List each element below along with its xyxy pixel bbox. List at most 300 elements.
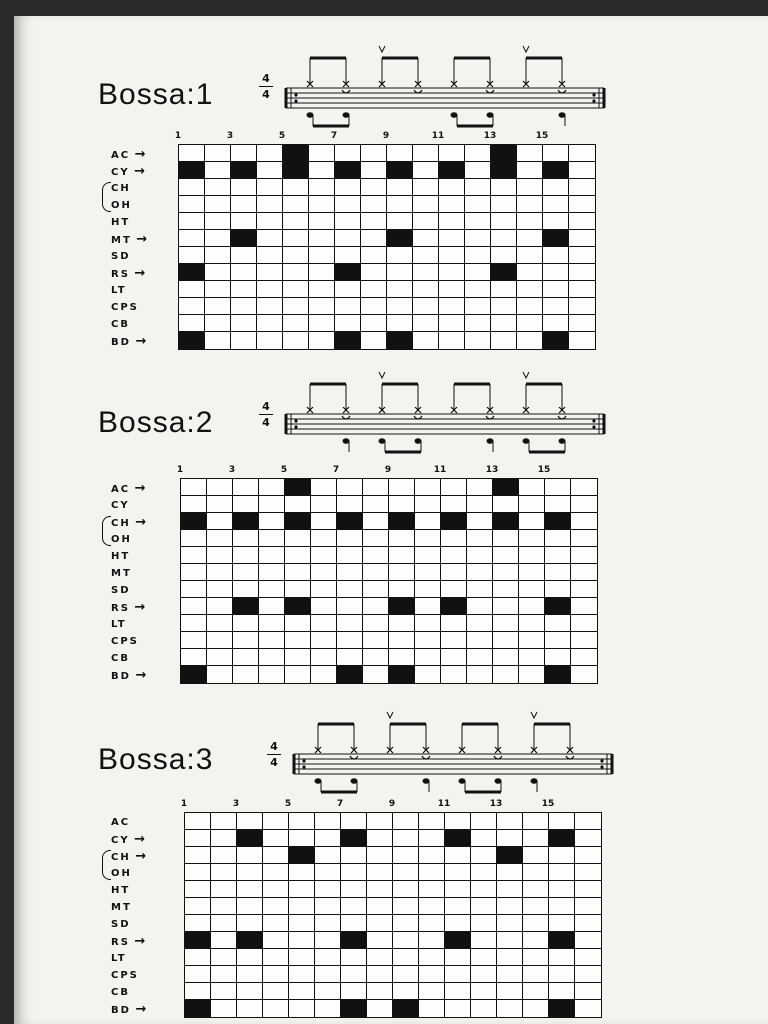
step-cell-lt-2: [207, 615, 233, 632]
step-cell-bd-8: [367, 1000, 393, 1017]
step-cell-ht-9: [387, 213, 413, 230]
step-cell-ch-1: [185, 847, 211, 864]
step-cell-ac-9: [389, 479, 415, 496]
arrow-right-icon: →: [130, 849, 147, 864]
instrument-label-ch: [111, 180, 131, 197]
step-cell-lt-13: [493, 615, 519, 632]
step-cell-sd-1: [181, 581, 207, 598]
step-cell-rs-15: [543, 264, 569, 281]
step-cell-ch-10: [413, 179, 439, 196]
step-cell-cps-14: [519, 632, 545, 649]
step-cell-rs-10: [415, 598, 441, 615]
step-cell-cb-11: [439, 315, 465, 332]
instrument-label-ht: [111, 882, 130, 899]
step-cell-oh-14: [519, 530, 545, 547]
step-cell-ch-2: [211, 847, 237, 864]
step-cell-cy-10: [413, 162, 439, 179]
step-cell-ht-11: [441, 547, 467, 564]
step-cell-bd-5: [283, 332, 309, 349]
step-cell-ht-11: [439, 213, 465, 230]
step-cell-ch-13: [493, 513, 519, 530]
step-cell-ht-8: [367, 881, 393, 898]
repeat-dot: [294, 93, 297, 96]
instrument-label-oh: [111, 865, 132, 882]
step-cell-lt-14: [523, 949, 549, 966]
step-number: 5: [278, 131, 286, 141]
instrument-name: CB: [111, 319, 130, 330]
step-cell-cps-6: [311, 632, 337, 649]
time-signature: [258, 72, 274, 101]
step-cell-ac-12: [471, 813, 497, 830]
step-cell-cy-14: [519, 496, 545, 513]
step-cell-lt-11: [439, 281, 465, 298]
step-cell-cb-2: [207, 649, 233, 666]
step-cell-mt-14: [517, 230, 543, 247]
step-cell-oh-16: [571, 530, 597, 547]
step-cell-ch-7: [335, 179, 361, 196]
step-cell-cy-7: [335, 162, 361, 179]
step-cell-mt-8: [363, 564, 389, 581]
instrument-label-cy: [111, 497, 130, 514]
step-cell-ac-16: [569, 145, 595, 162]
notehead: [495, 778, 502, 784]
notehead: [415, 438, 422, 444]
step-cell-lt-5: [283, 281, 309, 298]
instrument-name: MT: [111, 235, 132, 246]
step-cell-ac-16: [571, 479, 597, 496]
step-cell-mt-2: [207, 564, 233, 581]
instrument-name: LT: [111, 285, 127, 296]
step-cell-oh-6: [309, 196, 335, 213]
step-cell-lt-3: [237, 949, 263, 966]
step-cell-cb-10: [419, 983, 445, 1000]
instrument-label-ac: [111, 146, 146, 163]
step-cell-cps-15: [545, 632, 571, 649]
step-cell-ht-1: [185, 881, 211, 898]
step-cell-mt-12: [465, 230, 491, 247]
step-cell-cps-11: [445, 966, 471, 983]
step-cell-oh-7: [341, 864, 367, 881]
step-cell-ch-8: [363, 513, 389, 530]
step-cell-oh-11: [445, 864, 471, 881]
step-number: 3: [228, 465, 236, 475]
step-cell-sd-3: [231, 247, 257, 264]
instrument-name: MT: [111, 902, 132, 913]
step-cell-bd-15: [543, 332, 569, 349]
step-cell-lt-5: [285, 615, 311, 632]
step-cell-cb-3: [231, 315, 257, 332]
step-cell-oh-12: [471, 864, 497, 881]
instrument-label-ac: [111, 814, 130, 831]
step-cell-cps-1: [179, 298, 205, 315]
step-cell-mt-8: [367, 898, 393, 915]
step-cell-ht-5: [289, 881, 315, 898]
step-cell-cps-4: [257, 298, 283, 315]
notehead: [459, 778, 466, 784]
pattern-name: Bossa: [98, 743, 187, 776]
step-cell-lt-12: [471, 949, 497, 966]
step-cell-oh-15: [543, 196, 569, 213]
arrow-right-icon: →: [130, 147, 146, 162]
step-cell-lt-15: [545, 615, 571, 632]
step-cell-ch-12: [471, 847, 497, 864]
step-cell-cy-8: [367, 830, 393, 847]
step-cell-cb-12: [471, 983, 497, 1000]
step-cell-lt-10: [419, 949, 445, 966]
step-cell-sd-3: [237, 915, 263, 932]
step-cell-cy-11: [439, 162, 465, 179]
instrument-name: CB: [111, 987, 130, 998]
instrument-label-oh: [111, 197, 132, 214]
arrow-right-icon: →: [129, 266, 146, 281]
step-cell-mt-14: [523, 898, 549, 915]
step-cell-mt-4: [259, 564, 285, 581]
step-cell-cb-2: [205, 315, 231, 332]
notation-staff: [280, 36, 610, 136]
instrument-name: RS: [111, 603, 130, 614]
step-cell-ac-8: [361, 145, 387, 162]
brace-icon: [102, 850, 111, 880]
step-cell-cb-8: [361, 315, 387, 332]
step-cell-oh-4: [257, 196, 283, 213]
step-cell-bd-4: [257, 332, 283, 349]
step-cell-mt-4: [257, 230, 283, 247]
step-cell-rs-1: [181, 598, 207, 615]
notehead: [351, 778, 358, 784]
step-cell-lt-2: [211, 949, 237, 966]
step-cell-ch-11: [445, 847, 471, 864]
step-cell-bd-15: [545, 666, 571, 683]
step-cell-cy-7: [341, 830, 367, 847]
step-cell-ht-5: [283, 213, 309, 230]
step-cell-oh-12: [467, 530, 493, 547]
step-cell-ch-6: [315, 847, 341, 864]
step-cell-oh-7: [337, 530, 363, 547]
step-cell-lt-13: [497, 949, 523, 966]
step-cell-sd-6: [309, 247, 335, 264]
step-cell-sd-5: [283, 247, 309, 264]
step-cell-cps-8: [363, 632, 389, 649]
step-number: 11: [431, 131, 445, 141]
step-cell-oh-8: [363, 530, 389, 547]
step-cell-cps-1: [185, 966, 211, 983]
step-cell-cb-3: [233, 649, 259, 666]
step-cell-cb-8: [367, 983, 393, 1000]
step-number: 9: [388, 799, 396, 809]
step-cell-mt-3: [233, 564, 259, 581]
step-cell-mt-6: [309, 230, 335, 247]
step-cell-bd-12: [465, 332, 491, 349]
step-cell-mt-15: [545, 564, 571, 581]
step-cell-cy-10: [419, 830, 445, 847]
step-cell-cps-10: [413, 298, 439, 315]
notehead: [379, 438, 386, 444]
step-cell-lt-1: [181, 615, 207, 632]
step-cell-ch-4: [257, 179, 283, 196]
step-cell-cb-4: [263, 983, 289, 1000]
step-cell-cb-5: [283, 315, 309, 332]
step-cell-cps-8: [367, 966, 393, 983]
step-cell-bd-11: [445, 1000, 471, 1017]
step-cell-cy-14: [523, 830, 549, 847]
step-cell-ac-3: [231, 145, 257, 162]
step-cell-oh-11: [441, 530, 467, 547]
step-cell-oh-13: [497, 864, 523, 881]
step-cell-sd-13: [497, 915, 523, 932]
step-cell-ac-12: [467, 479, 493, 496]
step-cell-ht-15: [549, 881, 575, 898]
score-page: [14, 16, 768, 1024]
accent-mark: [523, 372, 529, 378]
step-cell-ac-10: [415, 479, 441, 496]
time-signature-bottom: 4: [270, 756, 278, 769]
step-cell-ht-5: [285, 547, 311, 564]
step-cell-ch-3: [231, 179, 257, 196]
step-cell-oh-4: [259, 530, 285, 547]
pattern-title: Bossa:3: [98, 743, 214, 776]
step-cell-rs-10: [419, 932, 445, 949]
step-cell-bd-6: [311, 666, 337, 683]
step-cell-ch-16: [575, 847, 601, 864]
instrument-name: CPS: [111, 636, 139, 647]
step-cell-bd-12: [471, 1000, 497, 1017]
step-cell-lt-13: [491, 281, 517, 298]
step-cell-sd-13: [491, 247, 517, 264]
instrument-label-mt: [111, 565, 132, 582]
step-cell-mt-15: [549, 898, 575, 915]
instrument-label-bd: [111, 1001, 146, 1018]
step-cell-ac-15: [545, 479, 571, 496]
step-cell-ht-12: [471, 881, 497, 898]
step-cell-cps-3: [237, 966, 263, 983]
instrument-name: LT: [111, 619, 127, 630]
instrument-label-mt: [111, 899, 132, 916]
step-cell-cb-12: [465, 315, 491, 332]
step-cell-bd-3: [231, 332, 257, 349]
step-cell-lt-2: [205, 281, 231, 298]
instrument-label-cps: [111, 967, 139, 984]
step-cell-ac-3: [233, 479, 259, 496]
instrument-name: HT: [111, 217, 131, 228]
step-cell-lt-5: [289, 949, 315, 966]
step-cell-cps-7: [341, 966, 367, 983]
step-cell-ht-14: [517, 213, 543, 230]
step-cell-bd-6: [309, 332, 335, 349]
instrument-name: CH: [111, 183, 131, 194]
step-cell-cy-3: [237, 830, 263, 847]
pattern-title: Bossa:1: [98, 78, 214, 111]
step-cell-bd-15: [549, 1000, 575, 1017]
step-cell-ac-5: [285, 479, 311, 496]
step-cell-cps-9: [389, 632, 415, 649]
step-cell-oh-9: [387, 196, 413, 213]
notation-staff: [288, 702, 618, 802]
repeat-dot: [592, 93, 595, 96]
step-cell-ac-6: [309, 145, 335, 162]
instrument-name: CPS: [111, 970, 139, 981]
step-cell-ht-10: [413, 213, 439, 230]
instrument-name: HT: [111, 551, 131, 562]
step-cell-rs-2: [207, 598, 233, 615]
step-cell-cy-6: [309, 162, 335, 179]
step-cell-cps-12: [467, 632, 493, 649]
step-cell-rs-3: [237, 932, 263, 949]
step-cell-ht-2: [207, 547, 233, 564]
step-cell-ch-8: [367, 847, 393, 864]
step-cell-mt-4: [263, 898, 289, 915]
step-cell-oh-2: [205, 196, 231, 213]
step-cell-lt-14: [517, 281, 543, 298]
step-cell-ch-2: [205, 179, 231, 196]
step-cell-rs-11: [441, 598, 467, 615]
step-cell-lt-15: [549, 949, 575, 966]
step-cell-ht-1: [181, 547, 207, 564]
instrument-name: AC: [111, 817, 131, 828]
step-cell-cb-1: [181, 649, 207, 666]
step-cell-cps-9: [393, 966, 419, 983]
step-number: 1: [176, 465, 184, 475]
step-cell-bd-8: [363, 666, 389, 683]
step-cell-ac-15: [549, 813, 575, 830]
step-cell-cps-2: [205, 298, 231, 315]
step-cell-cy-12: [465, 162, 491, 179]
step-cell-ac-10: [419, 813, 445, 830]
instrument-label-rs: [111, 265, 145, 282]
step-cell-bd-14: [519, 666, 545, 683]
step-cell-cy-11: [445, 830, 471, 847]
step-cell-oh-16: [575, 864, 601, 881]
step-cell-cy-6: [311, 496, 337, 513]
repeat-dot: [592, 425, 595, 428]
step-cell-sd-11: [441, 581, 467, 598]
step-cell-lt-4: [257, 281, 283, 298]
accent-mark: [523, 46, 529, 52]
step-cell-rs-12: [467, 598, 493, 615]
step-cell-mt-6: [311, 564, 337, 581]
step-cell-cb-15: [549, 983, 575, 1000]
step-cell-bd-9: [389, 666, 415, 683]
step-cell-lt-14: [519, 615, 545, 632]
notehead: [559, 112, 566, 118]
step-cell-mt-9: [389, 564, 415, 581]
step-cell-rs-9: [387, 264, 413, 281]
repeat-dot: [302, 765, 305, 768]
step-cell-ac-12: [465, 145, 491, 162]
instrument-label-cb: [111, 984, 130, 1001]
instrument-label-lt: [111, 950, 127, 967]
step-cell-cps-2: [211, 966, 237, 983]
step-cell-bd-4: [263, 1000, 289, 1017]
step-cell-rs-3: [231, 264, 257, 281]
step-cell-ac-11: [441, 479, 467, 496]
step-cell-bd-1: [179, 332, 205, 349]
step-cell-bd-11: [441, 666, 467, 683]
step-cell-oh-1: [181, 530, 207, 547]
step-cell-oh-7: [335, 196, 361, 213]
step-cell-ac-7: [335, 145, 361, 162]
step-cell-ac-13: [491, 145, 517, 162]
arrow-right-icon: →: [129, 832, 146, 847]
step-cell-cy-11: [441, 496, 467, 513]
repeat-dot: [600, 759, 603, 762]
step-cell-bd-10: [415, 666, 441, 683]
step-cell-lt-3: [231, 281, 257, 298]
step-cell-ac-4: [257, 145, 283, 162]
step-cell-cy-10: [415, 496, 441, 513]
step-cell-oh-8: [361, 196, 387, 213]
step-cell-sd-4: [257, 247, 283, 264]
step-cell-ac-1: [181, 479, 207, 496]
step-cell-bd-10: [419, 1000, 445, 1017]
step-cell-ch-9: [387, 179, 413, 196]
step-cell-cps-5: [285, 632, 311, 649]
pattern-title: Bossa:2: [98, 406, 214, 439]
step-cell-bd-3: [233, 666, 259, 683]
arrow-right-icon: →: [130, 481, 146, 496]
step-cell-lt-7: [335, 281, 361, 298]
step-cell-bd-16: [569, 332, 595, 349]
step-cell-sd-11: [445, 915, 471, 932]
step-cell-bd-2: [207, 666, 233, 683]
step-cell-cps-4: [263, 966, 289, 983]
step-cell-cps-13: [493, 632, 519, 649]
step-cell-bd-1: [181, 666, 207, 683]
step-cell-sd-16: [575, 915, 601, 932]
step-cell-mt-1: [179, 230, 205, 247]
step-cell-cps-12: [465, 298, 491, 315]
instrument-label-rs: [111, 599, 145, 616]
step-cell-ht-12: [467, 547, 493, 564]
pattern-number: 1: [195, 78, 214, 111]
step-cell-ac-10: [413, 145, 439, 162]
step-cell-mt-13: [497, 898, 523, 915]
step-cell-cy-8: [363, 496, 389, 513]
step-cell-cy-16: [575, 830, 601, 847]
notehead: [559, 438, 566, 444]
step-cell-cb-16: [569, 315, 595, 332]
step-cell-oh-3: [231, 196, 257, 213]
instrument-name: OH: [111, 868, 132, 879]
time-signature: [266, 740, 282, 769]
step-cell-oh-8: [367, 864, 393, 881]
step-number: 1: [180, 799, 188, 809]
instrument-label-lt: [111, 282, 127, 299]
step-cell-oh-9: [389, 530, 415, 547]
step-cell-rs-11: [445, 932, 471, 949]
step-cell-cps-6: [315, 966, 341, 983]
step-cell-lt-12: [465, 281, 491, 298]
instrument-label-ch: [111, 848, 146, 865]
arrow-right-icon: →: [129, 600, 146, 615]
notehead: [423, 778, 430, 784]
step-cell-ac-15: [543, 145, 569, 162]
step-cell-ch-12: [467, 513, 493, 530]
step-cell-mt-11: [445, 898, 471, 915]
step-number: 7: [330, 131, 338, 141]
step-cell-oh-10: [419, 864, 445, 881]
step-cell-rs-16: [569, 264, 595, 281]
step-cell-cb-11: [441, 649, 467, 666]
step-cell-bd-1: [185, 1000, 211, 1017]
instrument-name: RS: [111, 269, 130, 280]
step-cell-rs-6: [309, 264, 335, 281]
notehead: [531, 778, 538, 784]
step-cell-cy-5: [285, 496, 311, 513]
step-cell-cb-6: [309, 315, 335, 332]
step-cell-rs-5: [285, 598, 311, 615]
pattern-number: 3: [195, 743, 214, 776]
step-cell-rs-9: [389, 598, 415, 615]
